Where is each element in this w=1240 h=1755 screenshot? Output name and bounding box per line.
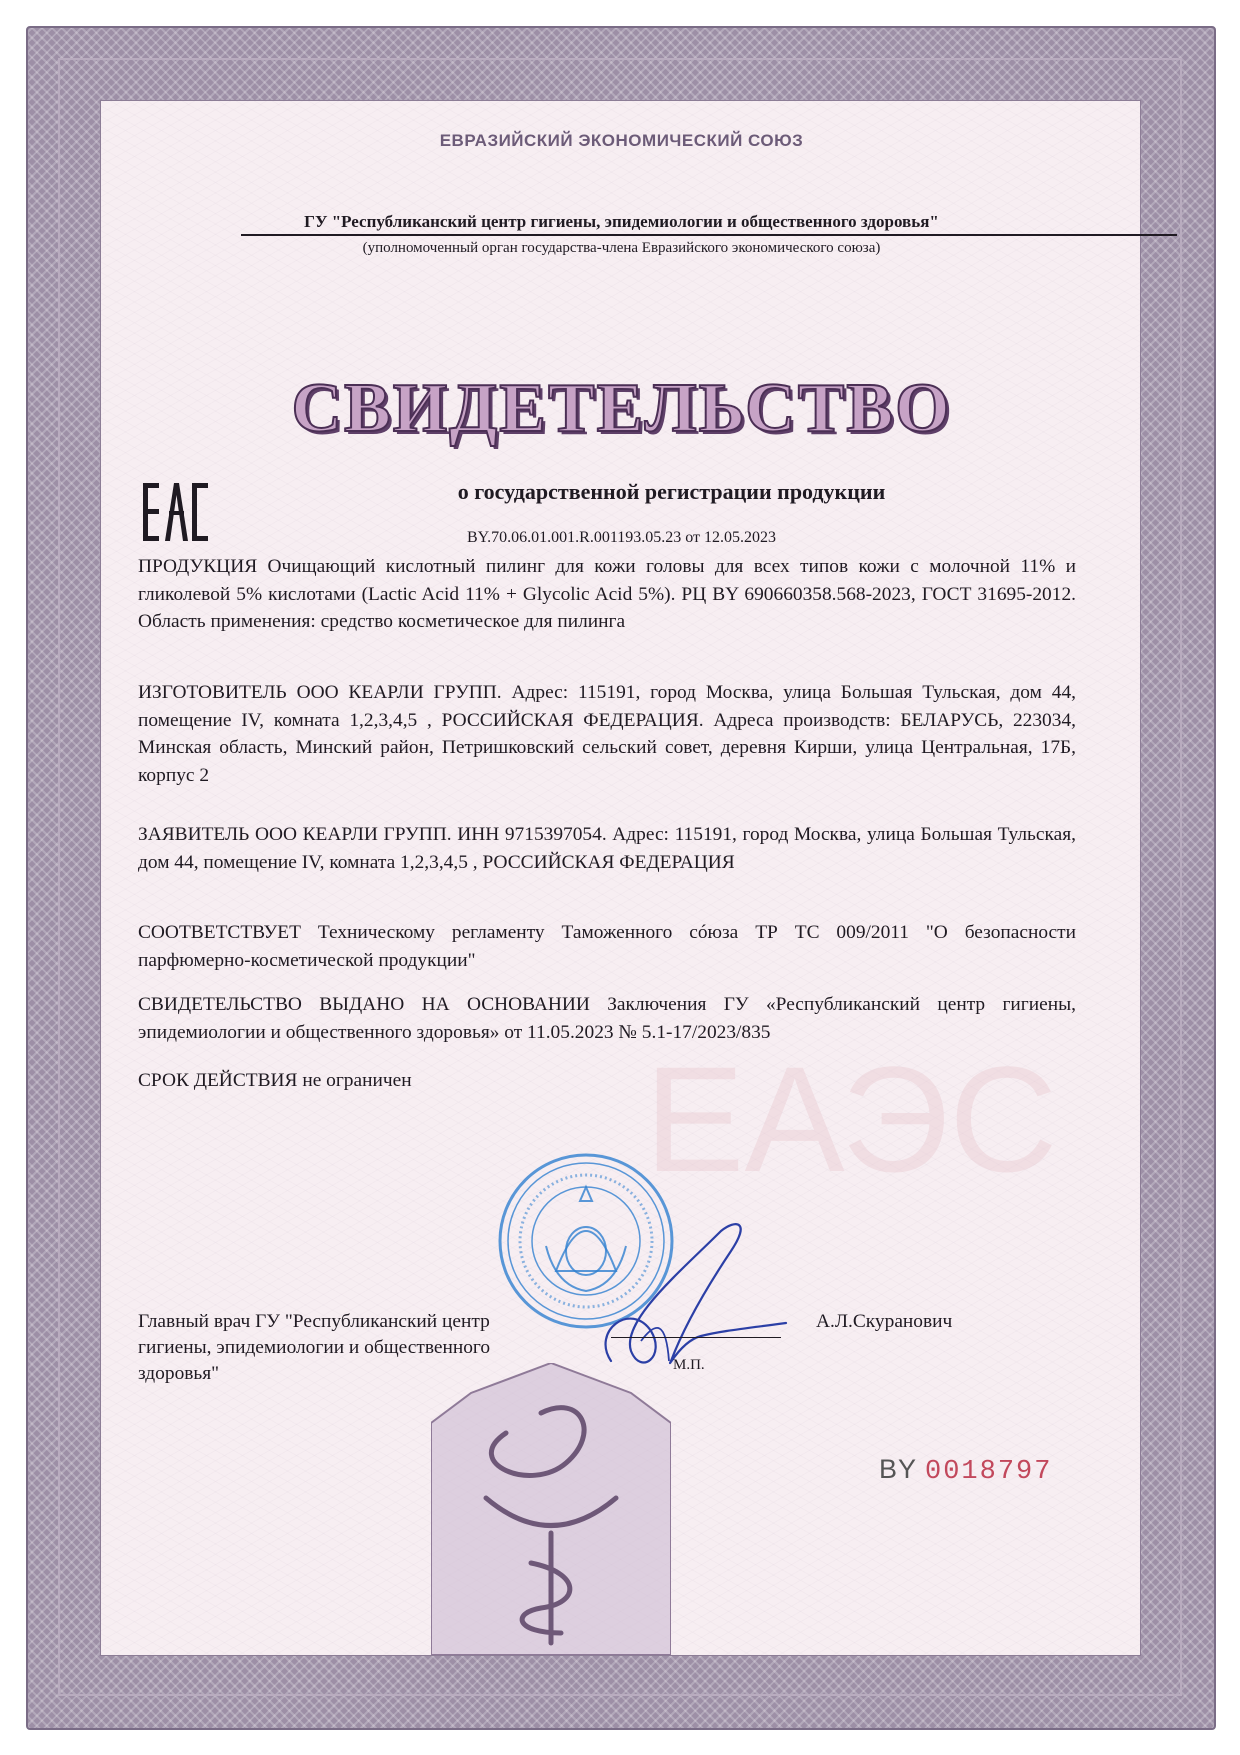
section-manufacturer: [138, 679, 1076, 789]
authority-underline: [241, 234, 1177, 236]
section-label: ЗАЯВИТЕЛЬ: [138, 824, 250, 845]
section-validity: [138, 1067, 1076, 1095]
signer-name: А.Л.Скуранович: [816, 1311, 953, 1332]
registration-number: BY.70.06.01.001.R.001193.05.23 от 12.05.2023: [466, 529, 777, 546]
section-text: ООО КЕАРЛИ ГРУПП. ИНН 9715397054. Адрес: 115191, город Москва, улица Большая Тульская, дом 44, помещение IV, комната 1,2,3,4,5 , РОССИЙСКАЯ ФЕДЕРАЦИЯ: [138, 824, 1076, 873]
section-label: СРОК ДЕЙСТВИЯ: [138, 1070, 298, 1091]
signature-line: [611, 1337, 781, 1338]
section-label: ИЗГОТОВИТЕЛЬ: [138, 682, 287, 703]
section-text: Очищающий кислотный пилинг для кожи головы для всех типов кожи с молочной 11% и гликолевой 5% кислотами (Lactic Acid 11% + Glycolic Acid 5%). РЦ BY 690660358.568-2023, ГОСТ 31695-2012. Область применения: средство косметическое для пилинга: [138, 556, 1076, 632]
serial-prefix: BY: [879, 1454, 918, 1484]
section-label: ПРОДУКЦИЯ: [138, 556, 258, 577]
svg-text:ЕАЭС: ЕАЭС: [644, 1061, 1058, 1181]
authority-note: (уполномоченный орган государства-члена Евразийского экономического союза): [362, 240, 881, 256]
medical-emblem-icon: [431, 1363, 671, 1655]
serial-number: 0018797: [925, 1457, 1053, 1487]
section-label: СВИДЕТЕЛЬСТВО ВЫДАНО НА ОСНОВАНИИ: [138, 994, 590, 1015]
certificate-subtitle: о государственной регистрации продукции: [457, 479, 886, 504]
section-basis: [138, 991, 1076, 1046]
section-text: Заключения ГУ «Республиканский центр гигиены, эпидемиологии и общественного здоровья» от 11.05.2023 № 5.1-17/2023/835: [138, 994, 1076, 1043]
serial-number-block: [879, 1454, 1052, 1487]
certificate-paper: [100, 100, 1141, 1656]
union-header: ЕВРАЗИЙСКИЙ ЭКОНОМИЧЕСКИЙ СОЮЗ: [439, 131, 804, 150]
section-conforms: [138, 919, 1076, 974]
section-text: ООО КЕАРЛИ ГРУПП. Адрес: 115191, город Москва, улица Большая Тульская, дом 44, помещение IV, комната 1,2,3,4,5 , РОССИЙСКАЯ ФЕДЕРАЦИЯ. Адреса производств: БЕЛАРУСЬ, 223034, Минская область, Минский район, Петришковский сельский совет, деревня Кирши, улица Центральная, 17Б, корпус 2: [138, 682, 1076, 786]
seal-place-label: М.П.: [673, 1357, 705, 1373]
section-label: СООТВЕТСТВУЕТ: [138, 922, 301, 943]
signer-role: Главный врач ГУ "Республиканский центр гигиены, эпидемиологии и общественного здоровья": [138, 1311, 491, 1384]
section-applicant: [138, 821, 1076, 876]
authority-name: ГУ "Республиканский центр гигиены, эпидемиологии и общественного здоровья": [304, 212, 939, 231]
section-text: Техническому регламенту Таможенного сóюза ТР ТС 009/2011 "О безопасности парфюмерно-косметической продукции": [138, 922, 1076, 971]
certificate-title: СВИДЕТЕЛЬСТВО: [291, 370, 952, 447]
section-text: не ограничен: [302, 1070, 412, 1091]
section-product: [138, 553, 1076, 636]
